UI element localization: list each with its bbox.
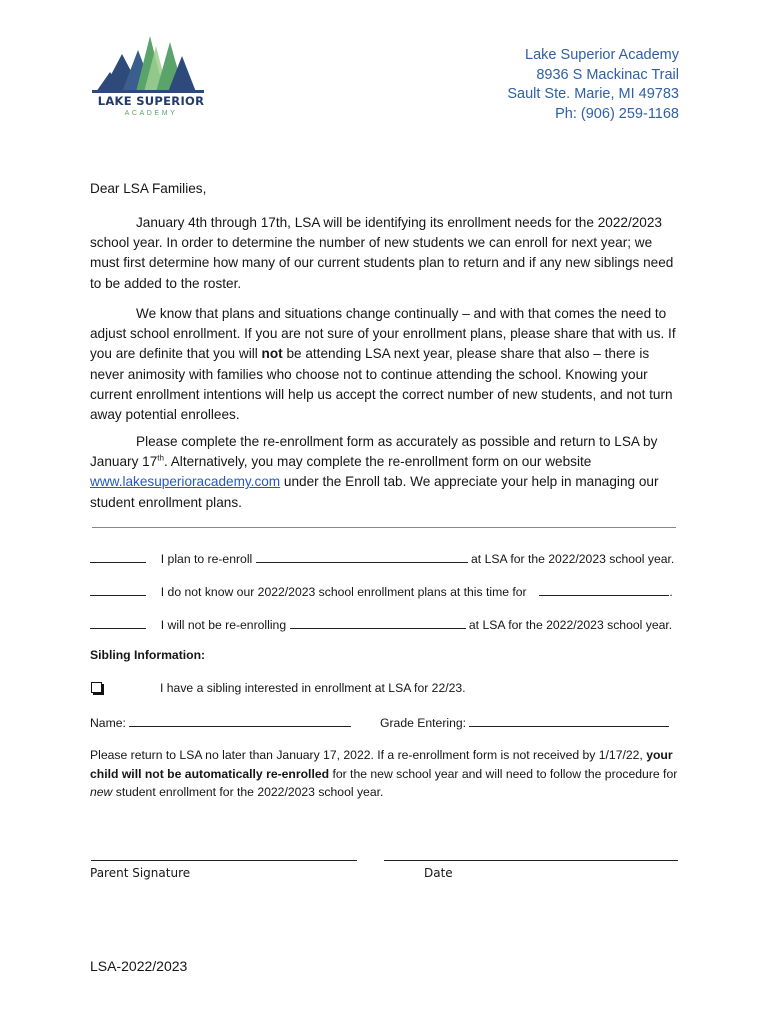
option-unsure-blank[interactable]: [90, 583, 146, 596]
notice-text-b: for the new school year and will need to follow the procedure for: [329, 766, 678, 781]
letter-greeting: [90, 179, 680, 199]
paragraph-2: [90, 304, 680, 425]
sibling-checkbox[interactable]: [91, 682, 102, 693]
option-re-enroll: [90, 550, 680, 566]
paragraph-3-text-c: under the Enroll tab. We appreciate your help in managing our student enrollment plans.: [90, 474, 659, 510]
greeting: Dear LSA Families,: [90, 181, 207, 196]
logo-subtitle: ACADEMY: [124, 110, 178, 117]
paragraph-2-text-a: We know that plans and situations change continually – and with that comes the need to adjust school enrollment. If you are not sure of your enrollment plans, please share that with us. If you are definite that you will: [90, 306, 676, 362]
school-logo: [92, 32, 210, 126]
sibling-name-row: [90, 714, 351, 730]
parent-signature-line[interactable]: [91, 860, 357, 861]
option-not-re-enrolling-tail: at LSA for the 2022/2023 school year.: [468, 618, 673, 632]
notice-bold: your child will not be automatically re-enrolled: [90, 748, 673, 781]
pine-trees-icon: [92, 32, 210, 94]
option-re-enroll-tail: at LSA for the 2022/2023 school year.: [471, 552, 675, 566]
option-unsure: [90, 583, 680, 599]
parent-signature-label: Parent Signature: [90, 866, 191, 880]
paragraph-1: [90, 213, 680, 294]
section-divider: [92, 527, 676, 528]
option-not-re-enrolling-label: I will not be re-enrolling: [160, 618, 287, 632]
option-re-enroll-blank[interactable]: [90, 550, 146, 563]
option-re-enroll-grade-blank[interactable]: [256, 550, 468, 563]
sibling-grade-row: [380, 714, 669, 730]
address-city: Sault Ste. Marie, MI 49783: [507, 86, 679, 102]
paragraph-3-text-a: Please complete the re-enrollment form as accurately as possible and return to LSA by January 17: [90, 434, 658, 470]
address-school-name: Lake Superior Academy: [525, 47, 679, 63]
sibling-name-field[interactable]: [129, 714, 351, 727]
option-unsure-tail: .: [669, 585, 673, 599]
option-unsure-label: I do not know our 2022/2023 school enrollment plans at this time for: [160, 585, 527, 599]
paragraph-2-text-b: be attending LSA next year, please share that also – there is never animosity with families who choose not to continue attending the school. Knowing your current enrollment intentions will help us accept the correct number of new students, and not turn away potential enrollees.: [90, 346, 673, 423]
date-line[interactable]: [384, 860, 678, 861]
website-link[interactable]: www.lakesuperioracademy.com: [90, 474, 281, 490]
return-notice: [90, 746, 685, 802]
paragraph-3-text-b: . Alternatively, you may complete the re-enrollment form on our website: [163, 454, 592, 470]
option-not-re-enrolling: [90, 616, 680, 632]
sibling-checkbox-label: I have a sibling interested in enrollment at LSA for 22/23.: [160, 681, 466, 695]
notice-text-a: Please return to LSA no later than January 17, 2022. If a re-enrollment form is not received by 1/17/22,: [90, 748, 647, 762]
sibling-heading: Sibling Information:: [90, 648, 206, 662]
address-street: 8936 S Mackinac Trail: [536, 66, 679, 83]
form-code: LSA-2022/2023: [90, 958, 188, 974]
notice-text-c: student enrollment for the 2022/2023 school year.: [112, 785, 384, 799]
date-label: Date: [424, 866, 453, 880]
option-re-enroll-label: I plan to re-enroll: [160, 552, 253, 566]
sibling-name-label: Name:: [90, 716, 126, 730]
sibling-grade-field[interactable]: [469, 714, 669, 727]
paragraph-2-bold: not: [261, 346, 283, 362]
paragraph-3: [90, 432, 680, 513]
superscript-th: th: [157, 453, 164, 463]
paragraph-1-text: January 4th through 17th, LSA will be identifying its enrollment needs for the 2022/2023 school year. In order to determine the number of new students we can enroll for next year; we must first determine how many of our current students plan to return and if any new siblings need to be added to the roster.: [90, 215, 674, 291]
logo-name: LAKE SUPERIOR: [97, 94, 205, 108]
notice-italic: new: [90, 785, 113, 799]
option-not-re-enrolling-reason-blank[interactable]: [290, 616, 466, 629]
sibling-grade-label: Grade Entering:: [380, 716, 467, 730]
school-address: [507, 46, 679, 124]
option-not-re-enrolling-blank[interactable]: [90, 616, 146, 629]
address-phone: Ph: (906) 259-1168: [555, 105, 679, 122]
option-unsure-reason-blank[interactable]: [539, 583, 669, 596]
